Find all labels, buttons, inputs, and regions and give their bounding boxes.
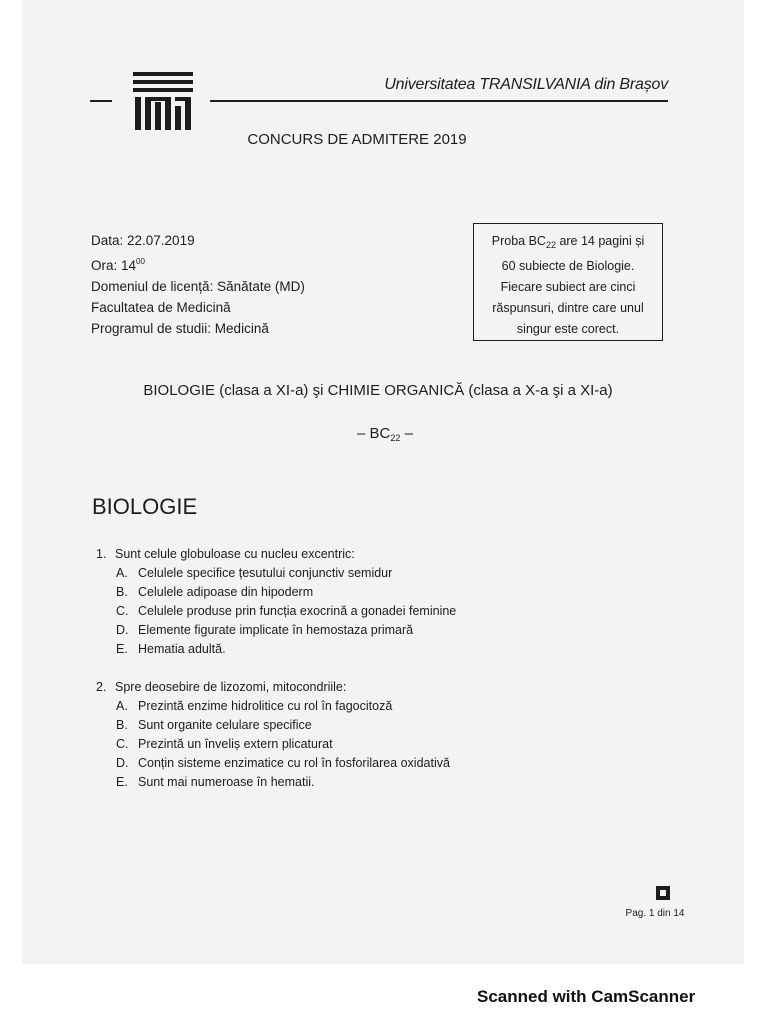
- exam-notice-box: [473, 223, 663, 341]
- question-number: 2.: [96, 680, 107, 694]
- exam-program: Programul de studii: Medicină: [91, 321, 269, 336]
- option-letter: A.: [116, 699, 128, 713]
- section-title: BIOLOGIE: [92, 494, 198, 519]
- notice-line-4: răspunsuri, dintre care unul: [492, 301, 644, 315]
- question-stem: [96, 544, 456, 564]
- exam-time-minutes: 00: [136, 257, 145, 266]
- exam-date: Data: 22.07.2019: [91, 233, 195, 248]
- notice-line-2: 60 subiecte de Biologie.: [501, 259, 635, 273]
- question: [96, 544, 456, 659]
- option-letter: B.: [116, 718, 128, 732]
- page-marker-icon: [656, 886, 670, 900]
- notice-line-3: Fiecare subiect are cinci: [500, 280, 636, 294]
- answer-option: [96, 735, 450, 754]
- option-text: Celulele specifice țesutului conjunctiv semidur: [138, 566, 393, 580]
- option-text: Prezintă enzime hidrolitice cu rol în fagocitoză: [138, 699, 393, 713]
- notice-line-1-end: are 14 pagini și: [555, 234, 645, 248]
- option-letter: D.: [116, 623, 129, 637]
- university-logo-icon: [133, 72, 193, 130]
- header-rule-right: [210, 100, 668, 102]
- exam-time-hour: Ora: 14: [91, 258, 137, 273]
- option-text: Elemente figurate implicate în hemostaza primară: [138, 623, 414, 637]
- option-letter: C.: [116, 604, 129, 618]
- answer-option: [96, 697, 450, 716]
- notice-line-5: singur este corect.: [516, 322, 620, 336]
- answer-option: [96, 716, 450, 735]
- university-name: Universitatea TRANSILVANIA din Brașov: [384, 76, 668, 93]
- exam-code-end: –: [400, 425, 413, 442]
- answer-option: [96, 754, 450, 773]
- option-text: Sunt organite celulare specifice: [138, 718, 312, 732]
- exam-info: [91, 230, 305, 339]
- exam-faculty: Facultatea de Medicină: [91, 300, 231, 315]
- notice-line-1: [474, 231, 662, 256]
- question-stem: [96, 677, 450, 697]
- contest-title: CONCURS DE ADMITERE 2019: [247, 131, 467, 148]
- option-letter: C.: [116, 737, 129, 751]
- option-letter: E.: [116, 775, 128, 789]
- exam-code: [0, 425, 768, 443]
- notice-line-1-sub: 22: [545, 240, 556, 250]
- option-letter: E.: [116, 642, 128, 656]
- exam-code-sub: 22: [390, 433, 401, 443]
- answer-option: [96, 583, 456, 602]
- option-letter: B.: [116, 585, 128, 599]
- answer-option: [96, 640, 456, 659]
- question-text: Spre deosebire de lizozomi, mitocondriile:: [115, 680, 347, 694]
- question: [96, 677, 450, 792]
- subject-title: BIOLOGIE (clasa a XI-a) şi CHIMIE ORGANICĂ (clasa a X-a şi a XI-a): [143, 382, 613, 399]
- answer-option: [96, 773, 450, 792]
- question-number: 1.: [96, 547, 107, 561]
- option-text: Celulele produse prin funcția exocrină a gonadei feminine: [138, 604, 457, 618]
- option-letter: A.: [116, 566, 128, 580]
- scanner-watermark: Scanned with CamScanner: [477, 987, 696, 1006]
- exam-time: [91, 251, 305, 276]
- option-letter: D.: [116, 756, 129, 770]
- notice-line-1-start: Proba BC: [491, 234, 546, 248]
- option-text: Celulele adipoase din hipoderm: [138, 585, 314, 599]
- header-rule-left: [90, 100, 112, 102]
- option-text: Sunt mai numeroase în hematii.: [138, 775, 315, 789]
- option-text: Conțin sisteme enzimatice cu rol în fosforilarea oxidativă: [138, 756, 450, 770]
- option-text: Hematia adultă.: [138, 642, 226, 656]
- answer-option: [96, 602, 456, 621]
- answer-option: [96, 621, 456, 640]
- option-text: Prezintă un înveliș extern plicaturat: [138, 737, 333, 751]
- exam-domain: Domeniul de licență: Sănătate (MD): [91, 279, 305, 294]
- exam-code-start: – BC: [357, 425, 391, 442]
- question-text: Sunt celule globuloase cu nucleu excentric:: [115, 547, 355, 561]
- page-number: Pag. 1 din 14: [625, 908, 685, 919]
- answer-option: [96, 564, 456, 583]
